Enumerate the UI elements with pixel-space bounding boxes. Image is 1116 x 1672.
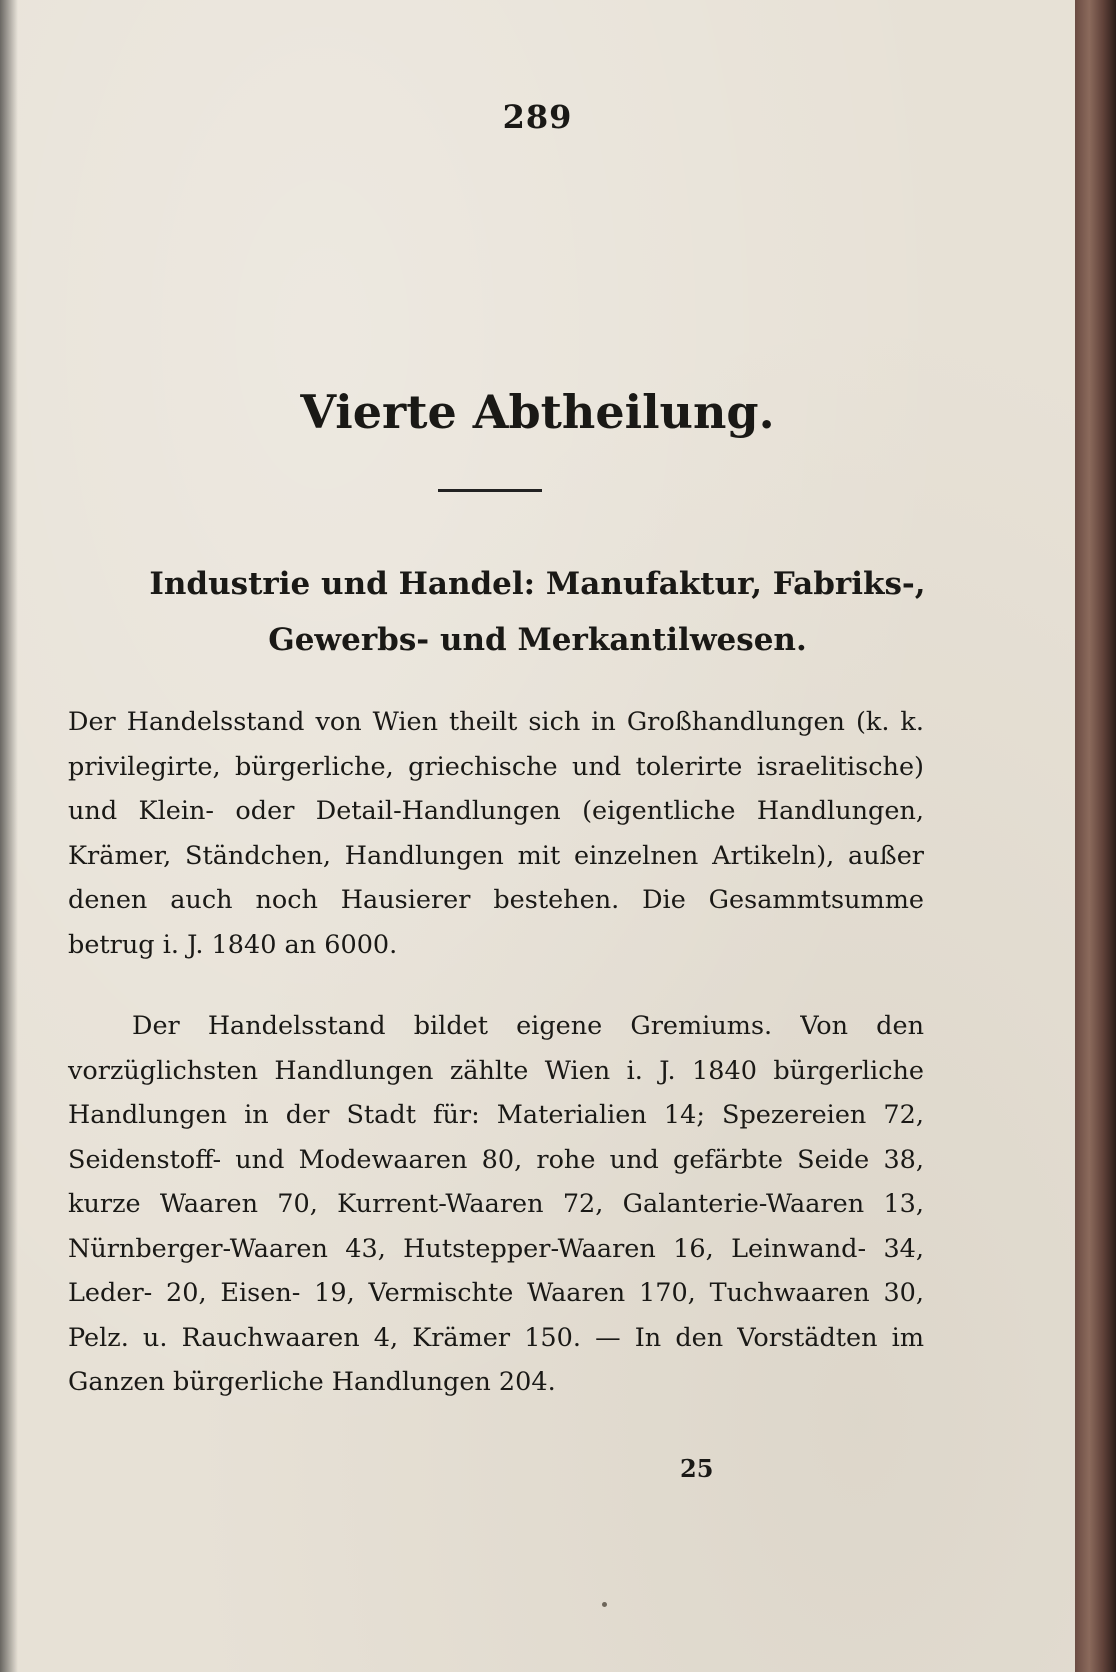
- page-edge: [1075, 0, 1116, 1672]
- paragraph-2: Der Handelsstand bildet eigene Gremiums. Von den vorzüglichsten Handlungen zählte Wien i. J. 1840 bürgerliche Handlungen in der Stadt für: Materialien 14; Spezereien 72, Seidenstoff- und Modewaaren 80, rohe und gefärbte Seide 38, kurze Waaren 70, Kurrent-Waaren 72, Galanterie-Waaren 13, Nürnberger-Waaren 43, Hutstepper-Waaren 16, Leinwand- 34, Leder- 20, Eisen- 19, Vermischte Waaren 170, Tuchwaaren 30, Pelz. u. Rauchwaaren 4, Krämer 150. — In den Vorstädten im Ganzen bürgerliche Handlungen 204.: [68, 1011, 924, 1397]
- section-title: Vierte Abtheilung.: [300, 385, 775, 439]
- subtitle-line-1: Industrie und Handel: Manufaktur, Fabriks-,: [149, 566, 926, 602]
- title-rule: [438, 489, 542, 492]
- paragraph-1: Der Handelsstand von Wien theilt sich in Großhandlungen (k. k. privilegirte, bürgerliche, griechische und tolerirte israelitische) und Klein- oder Detail-Handlungen (eigentliche Handlungen, Krämer, Ständchen, Handlungen mit einzelnen Artikeln), außer denen auch noch Hausierer bestehen. Die Gesammtsumme betrug i. J. 1840 an 6000.: [68, 707, 924, 960]
- page-number: 289: [502, 98, 573, 136]
- page-gutter-shadow: [0, 0, 18, 1672]
- subtitle-line-2: Gewerbs- und Merkantilwesen.: [268, 622, 807, 658]
- signature-mark: 25: [680, 1454, 714, 1483]
- paper-speck: [602, 1602, 607, 1607]
